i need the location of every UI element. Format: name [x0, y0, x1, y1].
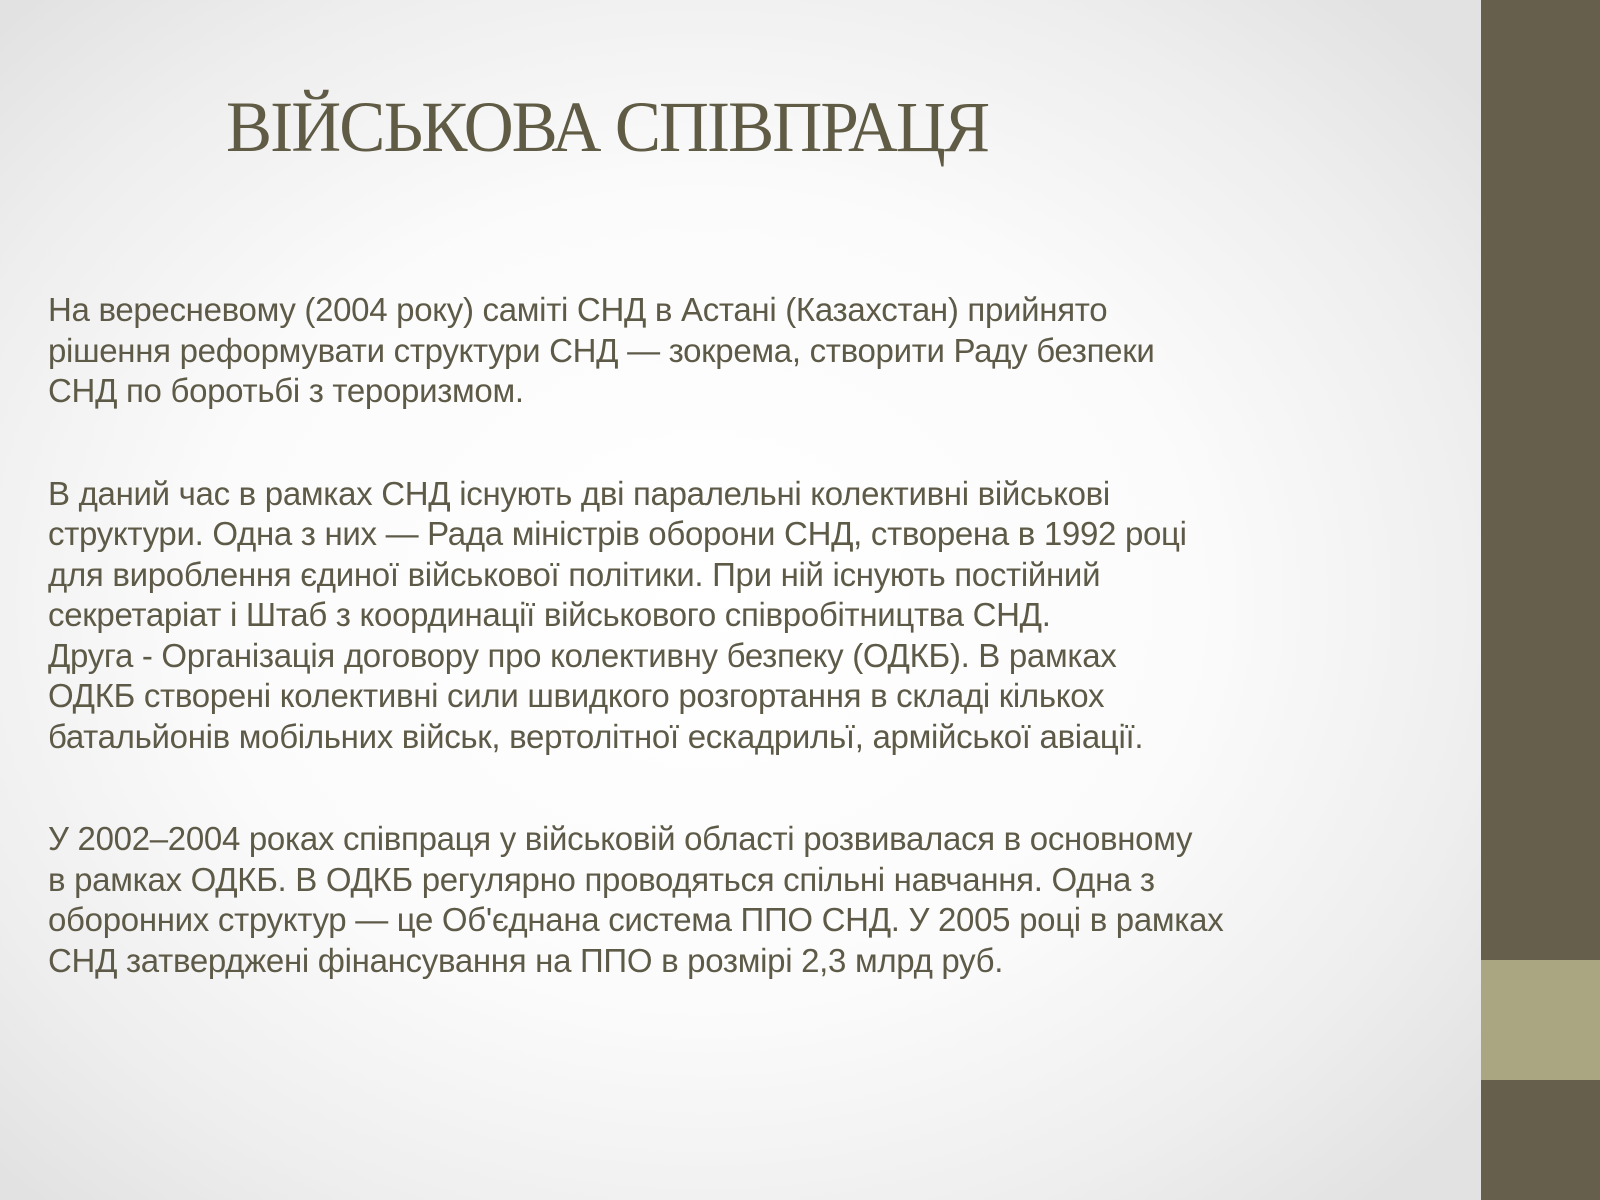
- text-line: секретаріат і Штаб з координації військового співробітництва СНД.: [48, 596, 1051, 633]
- text-line: ОДКБ створені колективні сили швидкого розгортання в складі кількох: [48, 677, 1105, 714]
- paragraph-summit: [48, 290, 1468, 412]
- text-line: батальйонів мобільних військ, вертолітної ескадрильї, армійської авіації.: [48, 717, 1144, 755]
- slide-body: [48, 290, 1468, 1043]
- text-line: СНД по боротьбі з тероризмом.: [48, 372, 524, 409]
- text-line: рішення реформувати структури СНД — зокрема, створити Раду безпеки: [48, 331, 1155, 369]
- side-bar-bottom-segment: [1481, 1080, 1600, 1200]
- text-line: На вересневому (2004 року) саміті СНД в Астані (Казахстан) прийнято: [48, 291, 1108, 328]
- paragraph-structures: [48, 474, 1468, 758]
- text-line: структури. Одна з них — Рада міністрів оборони СНД, створена в 1992 році: [48, 515, 1187, 552]
- side-bar-accent-segment: [1481, 960, 1600, 1080]
- text-line: Друга - Організація договору про колективну безпеку (ОДКБ). В рамках: [48, 636, 1117, 674]
- slide-title: ВІЙСЬКОВА СПІВПРАЦЯ: [226, 87, 989, 167]
- decorative-side-bar: [1481, 0, 1600, 1200]
- text-line: В даний час в рамках СНД існують дві паралельні колективні військові: [48, 474, 1110, 512]
- text-line: У 2002–2004 роках співпраця у військовій області розвивалася в основному: [48, 820, 1193, 857]
- text-line: оборонних структур — це Об'єднана система ППО СНД. У 2005 році в рамках: [48, 901, 1224, 938]
- text-line: в рамках ОДКБ. В ОДКБ регулярно проводяться спільні навчання. Одна з: [48, 860, 1155, 898]
- side-bar-top-segment: [1481, 0, 1600, 960]
- text-line: для вироблення єдиної військової політики. При ній існують постійний: [48, 555, 1101, 593]
- text-line: СНД затверджені фінансування на ППО в розмірі 2,3 млрд руб.: [48, 941, 1004, 979]
- paragraph-cooperation: [48, 819, 1468, 981]
